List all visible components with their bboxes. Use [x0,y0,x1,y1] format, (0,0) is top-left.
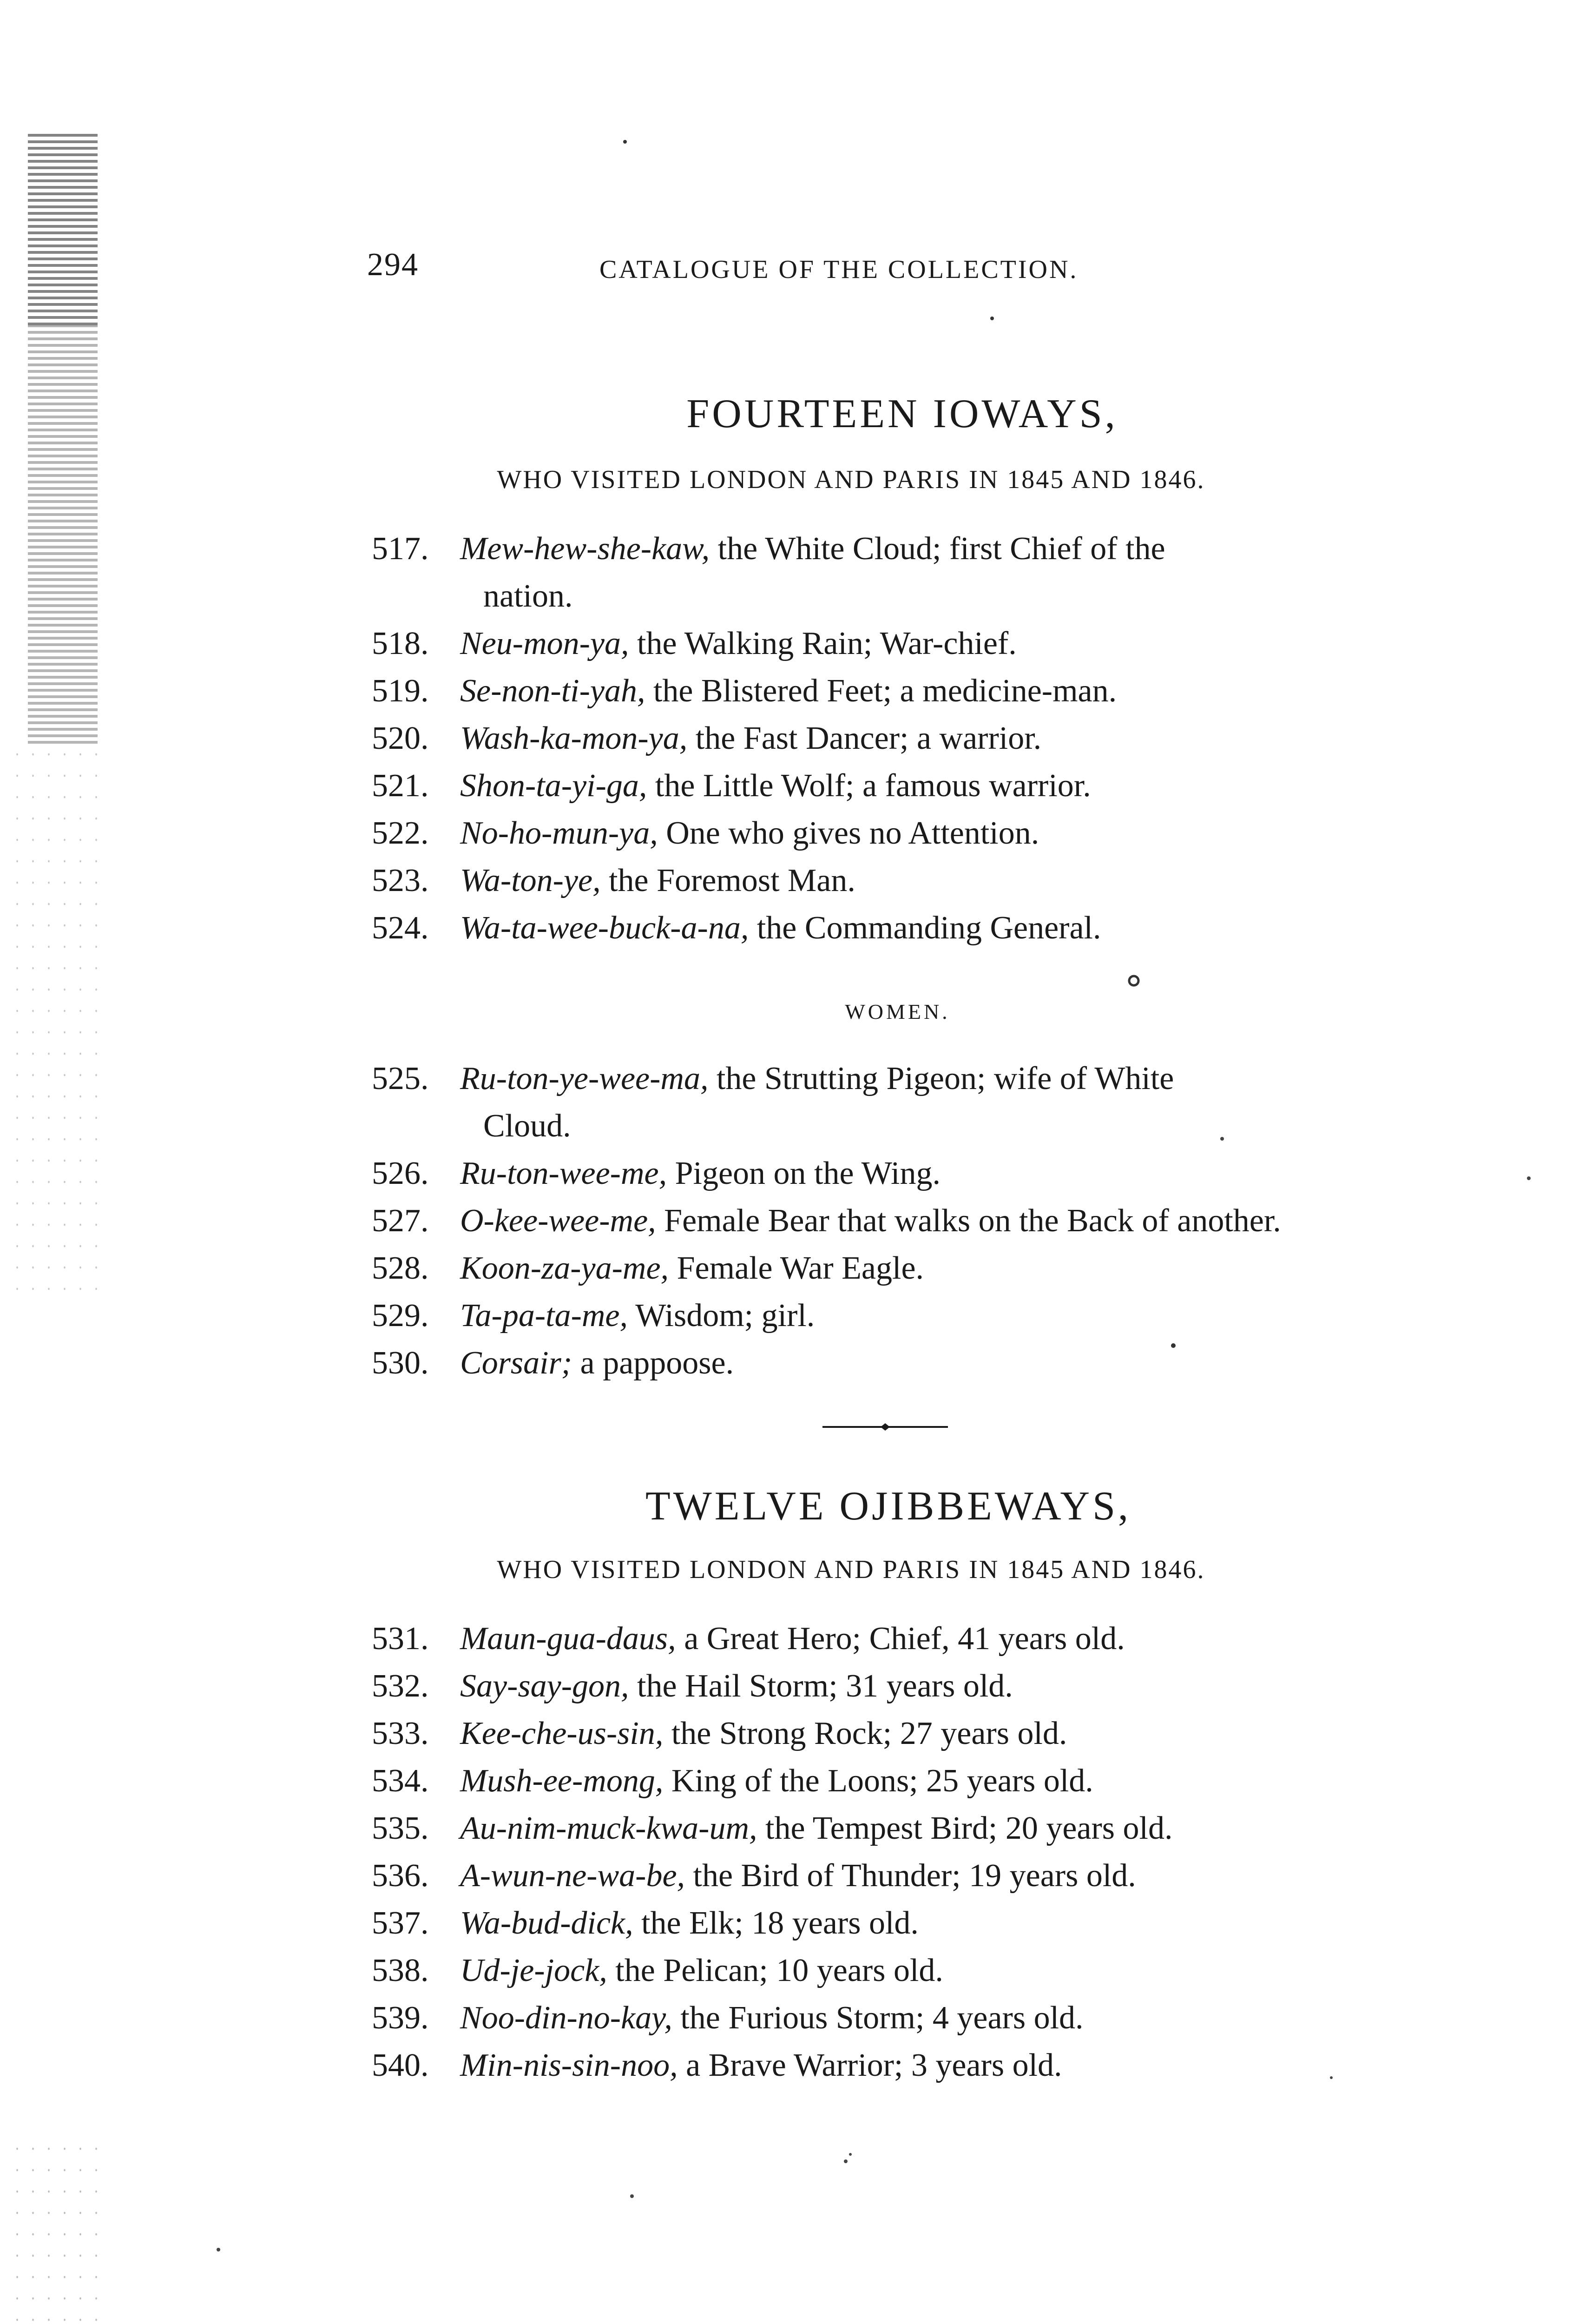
catalogue-entry [372,715,1408,762]
entry-description: the Elk; 18 years old. [633,1905,919,1941]
entry-name: Ud-je-jock, [460,1953,607,1988]
catalogue-entry [372,1710,1408,1757]
catalogue-entry [372,810,1408,857]
entry-name: Kee-che-us-sin, [460,1716,664,1751]
catalogue-entry [372,762,1408,810]
entry-description: the Bird of Thunder; 19 years old. [685,1858,1136,1894]
entry-description: the Commanding General. [749,910,1101,946]
entry-name: Mew-hew-she-kaw, [460,531,710,567]
entry-number: 525. [372,1061,429,1096]
ojibbeway-list [372,1615,1408,2089]
catalogue-entry [372,1245,1408,1292]
women-subheading: WOMEN. [845,1000,950,1023]
entry-number: 517. [372,531,429,567]
entry-description: a Great Hero; Chief, 41 years old. [676,1621,1125,1657]
entry-name: Shon-ta-yi-ga, [460,768,647,804]
entry-description: Pigeon on the Wing. [667,1155,941,1191]
entry-number: 528. [372,1250,429,1286]
entry-description: One who gives no Attention. [658,815,1039,851]
entry-number: 537. [372,1905,429,1941]
entry-description: a Brave Warrior; 3 years old. [677,2047,1062,2083]
section-title-ojibbeways: TWELVE OJIBBEWAYS, [645,1484,1131,1529]
catalogue-entry [372,1900,1408,1947]
entry-number: 520. [372,720,429,756]
entry-name: Au-nim-muck-kwa-um, [460,1810,757,1846]
entry-description: the Foremost Man. [600,863,855,898]
entry-description: King of the Loons; 25 years old. [663,1763,1093,1799]
entry-number: 529. [372,1298,429,1334]
entry-number: 524. [372,910,429,946]
catalogue-entry [372,1150,1408,1197]
entry-continuation: nation. [483,578,573,614]
entry-number: 522. [372,815,429,851]
catalogue-entry [372,1292,1408,1340]
entry-number: 536. [372,1858,429,1894]
running-head: CATALOGUE OF THE COLLECTION. [599,255,1079,284]
entry-description: the Strong Rock; 27 years old. [663,1716,1067,1751]
entry-description: Female Bear that walks on the Back of another. [656,1203,1281,1239]
entry-name: O-kee-wee-me, [460,1203,656,1239]
catalogue-entry [372,1947,1408,1994]
entry-number: 521. [372,768,429,804]
entry-number: 531. [372,1621,429,1657]
entry-name: No-ho-mun-ya, [460,815,658,851]
page-header [367,246,1408,297]
entry-description: the Fast Dancer; a warrior. [687,720,1042,756]
entry-number: 518. [372,626,429,661]
entry-description: the Walking Rain; War-chief. [629,626,1017,661]
entry-description: the Blistered Feet; a medicine-man. [645,673,1117,709]
entry-number: 532. [372,1668,429,1704]
entry-name: Maun-gua-daus, [460,1621,676,1657]
entry-name: Neu-mon-ya, [460,626,629,661]
entry-number: 535. [372,1810,429,1846]
entry-name: Wa-ton-ye, [460,863,601,898]
catalogue-entry [372,1340,1408,1387]
divider-ornament-icon [822,1422,948,1432]
section-title-ioways: FOURTEEN IOWAYS, [686,391,1118,436]
entry-description: the White Cloud; first Chief of the [710,531,1165,567]
entry-name: Min-nis-sin-noo, [460,2047,678,2083]
entry-description: a pappoose. [572,1345,734,1381]
entry-description: Wisdom; girl. [628,1298,815,1334]
entry-number: 540. [372,2047,429,2083]
entry-name: Wa-ta-wee-buck-a-na, [460,910,749,946]
entry-number: 519. [372,673,429,709]
entry-continuation: Cloud. [483,1108,571,1144]
entry-name: Wash-ka-mon-ya, [460,720,688,756]
catalogue-entry [372,620,1408,667]
entry-description: Female War Eagle. [669,1250,924,1286]
catalogue-entry [372,1852,1408,1900]
catalogue-entry [372,857,1408,905]
entry-description: the Pelican; 10 years old. [607,1953,943,1988]
entry-number: 534. [372,1763,429,1799]
entry-description: the Strutting Pigeon; wife of White [708,1061,1174,1096]
gutter-shadow-mid [28,325,98,744]
binding-gutter [0,0,121,2324]
catalogue-entry [372,667,1408,715]
section-divider [822,1422,948,1432]
catalogue-entry [372,905,1408,952]
entry-description: the Hail Storm; 31 years old. [629,1668,1013,1704]
entry-number: 533. [372,1716,429,1751]
entry-number: 523. [372,863,429,898]
ioway-men-list [372,525,1408,952]
entry-name: Say-say-gon, [460,1668,629,1704]
entry-name: Wa-bud-dick, [460,1905,633,1941]
catalogue-entry [372,525,1408,620]
entry-name: Ta-pa-ta-me, [460,1298,628,1334]
entry-number: 527. [372,1203,429,1239]
entry-name: Ru-ton-wee-me, [460,1155,667,1191]
catalogue-entry [372,1994,1408,2042]
entry-number: 530. [372,1345,429,1381]
catalogue-entry [372,1663,1408,1710]
entry-name: Mush-ee-mong, [460,1763,664,1799]
entry-description: the Little Wolf; a famous warrior. [647,768,1091,804]
entry-name: Ru-ton-ye-wee-ma, [460,1061,709,1096]
entry-number: 538. [372,1953,429,1988]
page-number: 294 [367,247,419,283]
entry-description: the Furious Storm; 4 years old. [672,2000,1084,2036]
catalogue-entry [372,1055,1408,1150]
catalogue-entry [372,1615,1408,1663]
entry-name: Koon-za-ya-me, [460,1250,669,1286]
ioway-women-list [372,1055,1408,1387]
entry-name: A-wun-ne-wa-be, [460,1858,685,1894]
section-subtitle-ioways: WHO VISITED LONDON AND PARIS IN 1845 AND 1846. [497,465,1205,494]
catalogue-entry [372,1757,1408,1805]
catalogue-entry [372,1805,1408,1852]
entry-name: Corsair; [460,1345,572,1381]
gutter-shadow-top [28,130,98,325]
catalogue-entry [372,2042,1408,2089]
section-subtitle-ojibbeways: WHO VISITED LONDON AND PARIS IN 1845 AND 1846. [497,1555,1205,1584]
gutter-specks-bottom [9,2138,102,2324]
catalogue-entry [372,1197,1408,1245]
entry-name: Noo-din-no-kay, [460,2000,672,2036]
entry-number: 539. [372,2000,429,2036]
entry-name: Se-non-ti-yah, [460,673,645,709]
entry-description: the Tempest Bird; 20 years old. [757,1810,1173,1846]
entry-number: 526. [372,1155,429,1191]
